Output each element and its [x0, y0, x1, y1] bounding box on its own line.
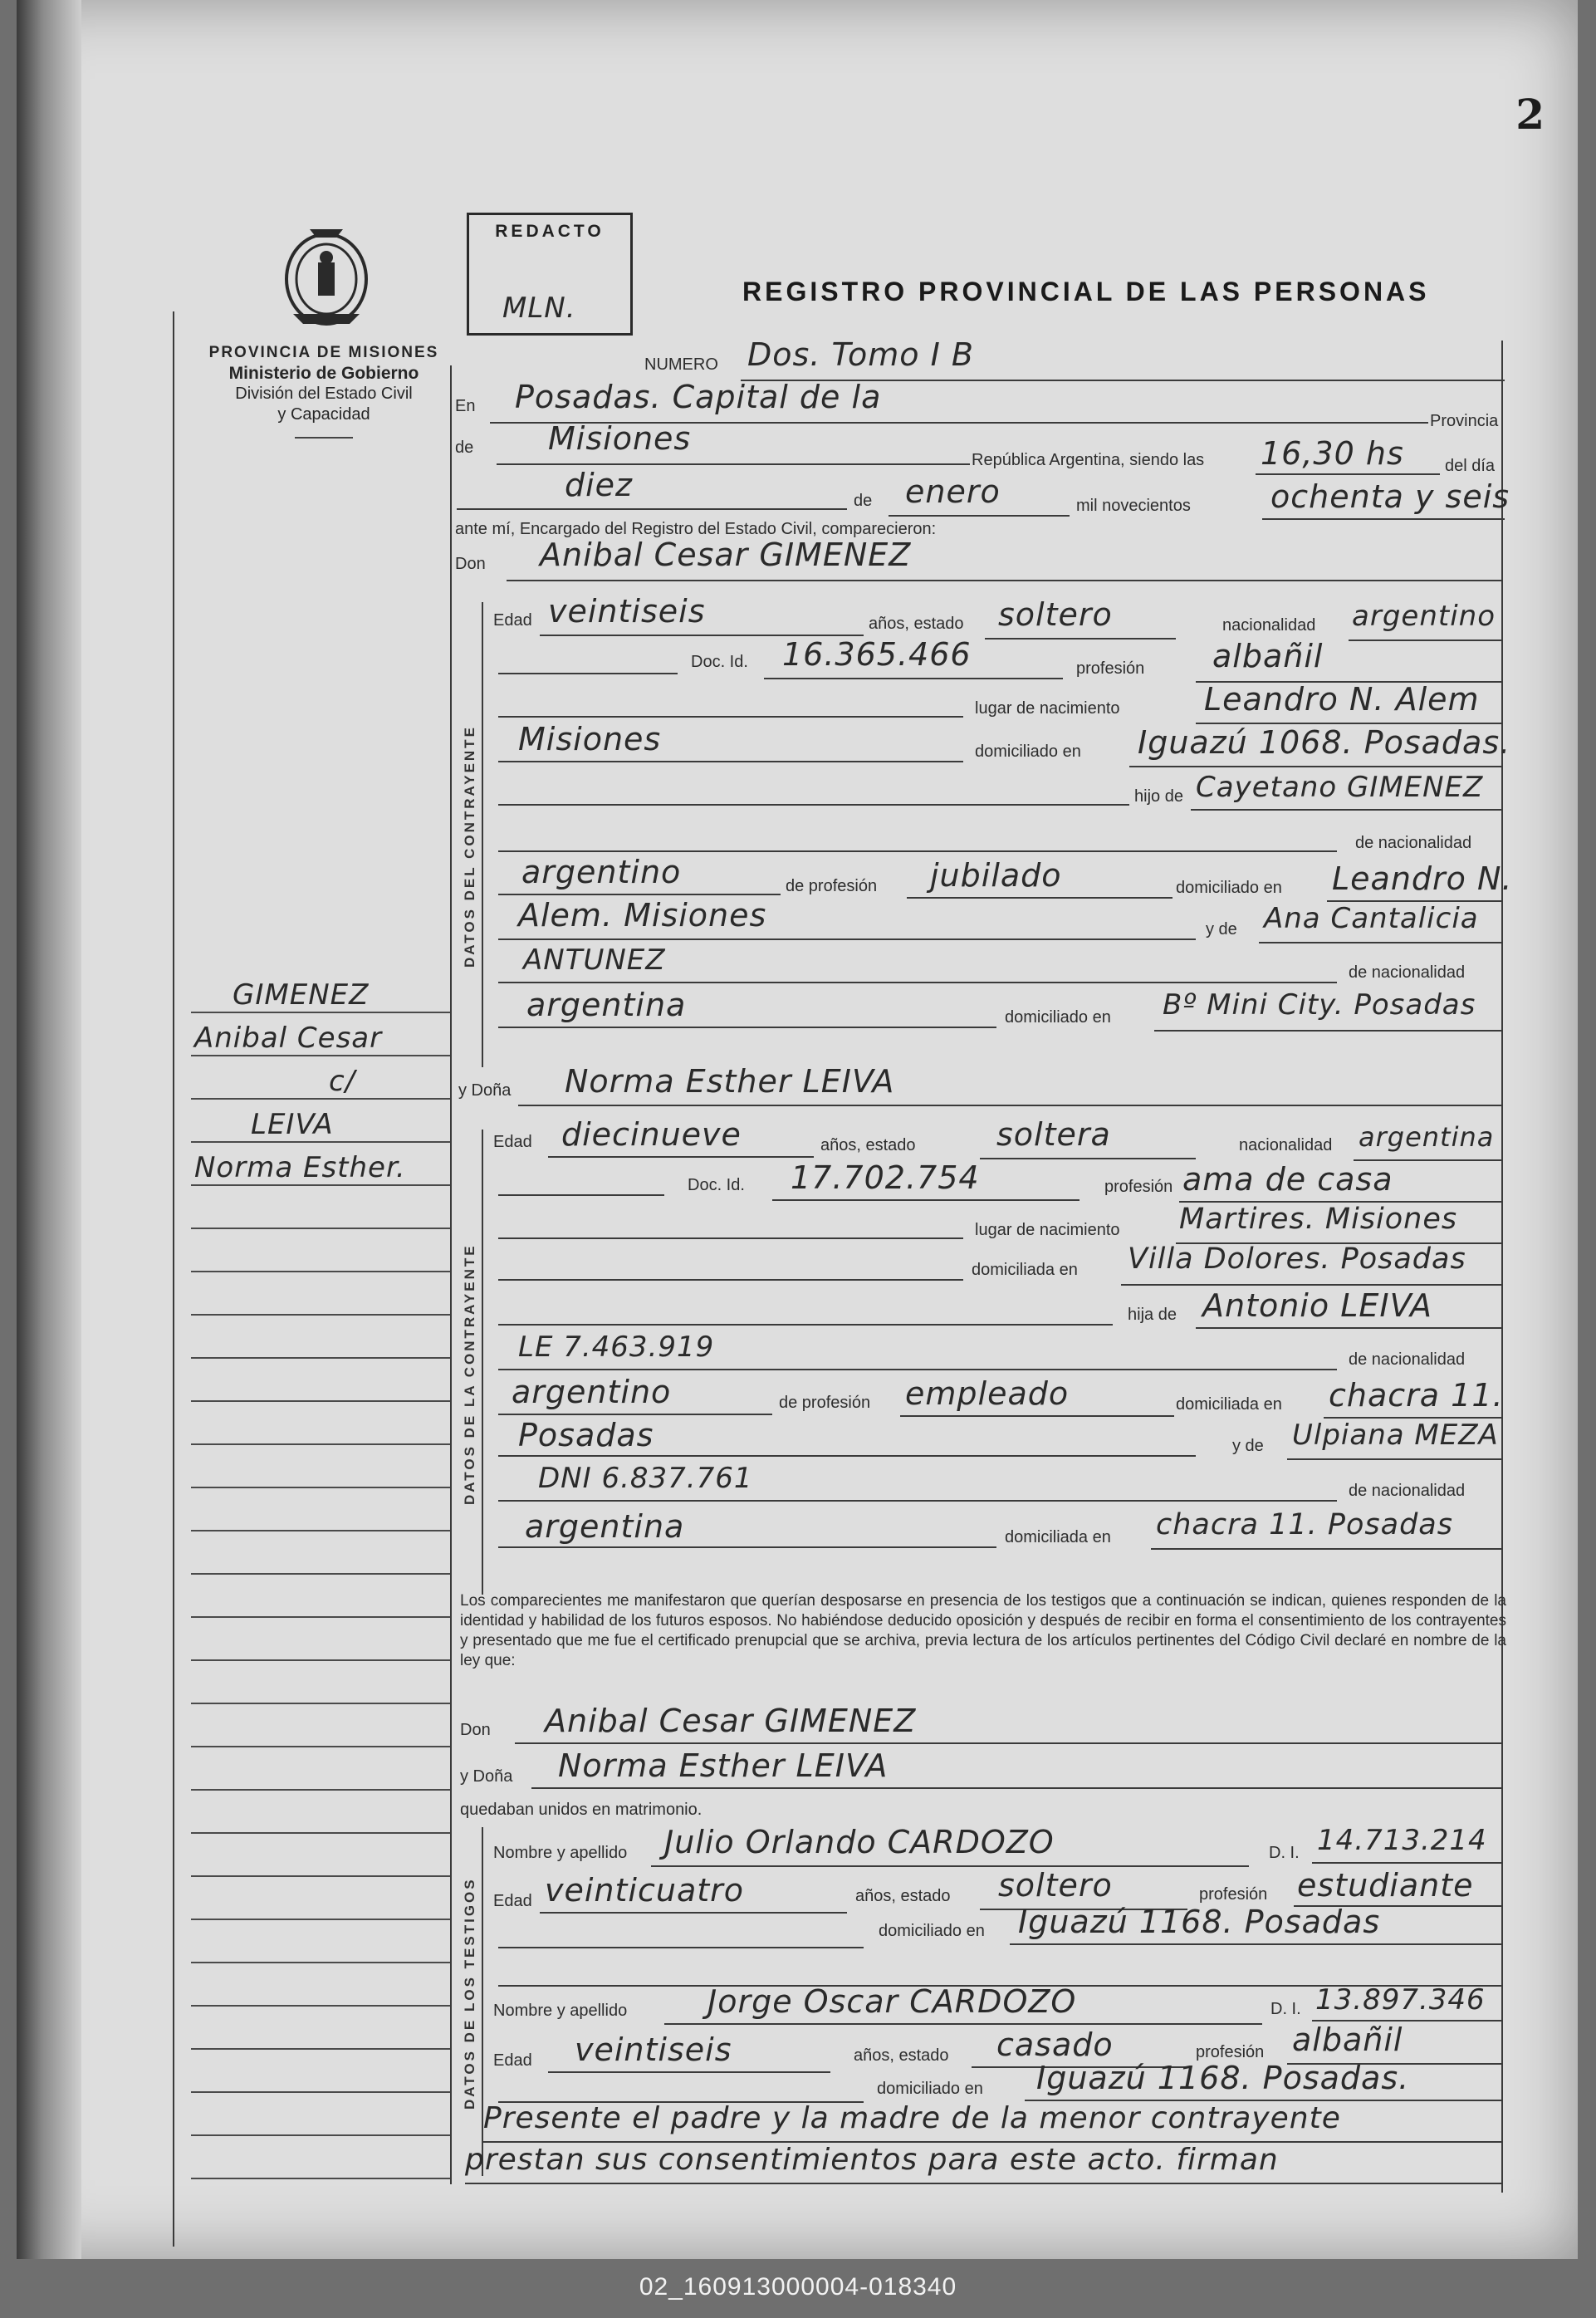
c-padre-dom2-line: [498, 938, 1196, 940]
org-capacidad: y Capacidad: [277, 405, 370, 424]
margin-rule: [191, 1875, 450, 1877]
c-padre-prof-line: [907, 897, 1173, 899]
redacto-initials: MLN.: [502, 292, 576, 325]
margin-rule: [191, 1184, 450, 1186]
de-mes-label: de: [854, 492, 873, 510]
redacto-label: REDACTO: [495, 222, 605, 241]
f-lugar-blank-line: [498, 1237, 963, 1239]
c-padre-dom2-value: Alem. Misiones: [518, 897, 767, 934]
f-nac-value: argentina: [1359, 1121, 1495, 1153]
c-padre-dom-label: domiciliado en: [1176, 879, 1282, 897]
c-prof-label: profesión: [1076, 659, 1145, 678]
f-domic-blank-line: [498, 1279, 963, 1281]
margin-note-line2: Anibal Cesar: [194, 1022, 383, 1055]
margin-rule: [191, 1703, 450, 1704]
mes-line: [889, 515, 1070, 517]
decl-don-value: Anibal Cesar GIMENEZ: [545, 1703, 917, 1739]
c-edad-value: veintiseis: [548, 593, 706, 630]
c-padre-nac-line: [498, 894, 781, 895]
document-title: REGISTRO PROVINCIAL DE LAS PERSONAS: [742, 277, 1430, 306]
t1-edad-line: [540, 1912, 847, 1914]
c-lugar-value: Leandro N. Alem: [1204, 681, 1480, 718]
c-prof-value: albañil: [1212, 638, 1324, 674]
hora-value: 16,30 hs: [1261, 435, 1404, 472]
c-estado-value: soltero: [998, 596, 1113, 633]
org-divider: [295, 437, 353, 439]
margin-rule: [191, 1573, 450, 1575]
margin-note-line1: GIMENEZ: [233, 978, 370, 1012]
f-lugar-label: lugar de nacimiento: [975, 1221, 1120, 1239]
c-hijo-blank-line: [498, 804, 1129, 806]
f-domic-label: domiciliada en: [972, 1261, 1078, 1279]
t1-edad-label: Edad: [493, 1892, 532, 1910]
margin-note-line5: Norma Esther.: [194, 1151, 406, 1184]
f-anos-label: años, estado: [820, 1136, 916, 1154]
f-edad-label: Edad: [493, 1133, 532, 1151]
c-padre-line: [1191, 809, 1503, 811]
c-nac-label: nacionalidad: [1222, 616, 1316, 635]
c-domic-line: [1129, 766, 1503, 767]
f-madre-nac-value: argentina: [525, 1508, 685, 1545]
decl-don-label: Don: [460, 1721, 491, 1739]
margin-rule: [191, 2048, 450, 2050]
t2-dom-value: Iguazú 1168. Posadas.: [1036, 2060, 1410, 2096]
decl-don-line: [515, 1742, 1503, 1744]
c-domic-value: Iguazú 1068. Posadas.: [1138, 724, 1511, 761]
c-de-prof-label: de profesión: [786, 877, 878, 895]
margin-rule: [191, 1616, 450, 1618]
margin-rule: [191, 1832, 450, 1834]
margin-rule: [191, 1141, 450, 1143]
t2-prof-value: albañil: [1292, 2022, 1403, 2058]
t2-estado-value: casado: [996, 2026, 1114, 2063]
margin-rule: [191, 1746, 450, 1747]
nota-line1: Presente el padre y la madre de la menor contrayente: [483, 2101, 1341, 2135]
t2-edad-label: Edad: [493, 2051, 532, 2070]
decl-dona-value: Norma Esther LEIVA: [558, 1747, 889, 1784]
f-madre-value: Ulpiana MEZA: [1292, 1419, 1499, 1452]
f-edad-value: diecinueve: [561, 1116, 742, 1153]
t2-dom-label: domiciliado en: [877, 2080, 983, 2098]
scan-footer-id: 02_160913000004-018340: [639, 2273, 957, 2301]
margin-rule: [191, 1400, 450, 1402]
f-padre-dom2-line: [498, 1455, 1196, 1457]
t1-nombre-value: Julio Orlando CARDOZO: [664, 1824, 1055, 1860]
margin-rule: [191, 1919, 450, 1920]
anio-value: ochenta y seis: [1270, 478, 1510, 515]
margin-note-line3: c/: [329, 1065, 356, 1098]
form-right-border: [1501, 341, 1503, 2193]
c-madre2-value: ANTUNEZ: [523, 943, 666, 977]
c-madre-value: Ana Cantalicia: [1264, 902, 1479, 935]
c-domic-label: domiciliado en: [975, 742, 1081, 761]
f-domic-line: [1121, 1284, 1503, 1286]
testigos-side-label: DATOS DE LOS TESTIGOS: [462, 1877, 477, 2110]
numero-label: NUMERO: [644, 355, 718, 374]
c-madre-dom-label: domiciliado en: [1005, 1008, 1111, 1027]
contrayente-f-side-label: DATOS DE LA CONTRAYENTE: [462, 1243, 477, 1505]
t1-anos-label: años, estado: [855, 1887, 951, 1905]
province-line: [497, 463, 970, 465]
f-madre-nac-line: [498, 1546, 996, 1548]
c-lugar2-value: Misiones: [518, 721, 662, 757]
margin-rule: [191, 2091, 450, 2093]
c-de-nac-label: de nacionalidad: [1355, 834, 1472, 852]
issuing-organization: [183, 342, 465, 439]
contrayente-f-bracket: [482, 1130, 483, 1595]
c-madre-nac-line: [498, 1027, 996, 1028]
c-anos-label: años, estado: [869, 615, 964, 633]
c-madre-dom-value: Bº Mini City. Posadas: [1163, 988, 1476, 1022]
document-page: [17, 0, 1578, 2259]
f-madre-de-nac-label: de nacionalidad: [1349, 1482, 1466, 1500]
f-estado-value: soltera: [996, 1116, 1111, 1153]
t2-nombre-line: [664, 2023, 1262, 2025]
c-lugar-blank-line: [498, 716, 963, 718]
c-doc-value: 16.365.466: [782, 636, 972, 673]
hora-line: [1256, 473, 1440, 475]
contrayente-side-label: DATOS DEL CONTRAYENTE: [462, 725, 477, 968]
c-nac-value: argentino: [1352, 600, 1496, 633]
f-padre-prof-line: [900, 1415, 1174, 1417]
f-padre-line: [1196, 1327, 1503, 1329]
republica-label: República Argentina, siendo las: [972, 451, 1205, 469]
t2-prof-label: profesión: [1196, 2043, 1265, 2061]
margin-rule: [191, 1659, 450, 1661]
c-hijo-label: hijo de: [1134, 787, 1183, 806]
f-hija-blank-line: [498, 1324, 1113, 1326]
f-doc-value: 17.702.754: [791, 1159, 980, 1196]
c-lugar2-line: [498, 761, 963, 762]
margin-rule: [191, 2005, 450, 2007]
f-madre-dom-line: [1151, 1548, 1503, 1550]
form-left-border: [450, 365, 452, 2184]
t2-nombre-label: Nombre y apellido: [493, 2002, 628, 2020]
margin-rule: [191, 1357, 450, 1359]
f-dona-value: Norma Esther LEIVA: [565, 1063, 895, 1100]
f-edad-line: [548, 1156, 814, 1158]
org-province: PROVINCIA DE MISIONES: [208, 344, 439, 361]
dia-value: diez: [565, 467, 634, 503]
t1-di-value: 14.713.214: [1317, 1824, 1487, 1857]
c-padre-value: Cayetano GIMENEZ: [1196, 771, 1484, 804]
f-y-de-label: y de: [1232, 1437, 1264, 1455]
t1-nombre-label: Nombre y apellido: [493, 1844, 628, 1862]
margin-rule: [191, 1789, 450, 1791]
f-nac-label: nacionalidad: [1239, 1136, 1333, 1154]
book-binding: [17, 0, 81, 2259]
c-y-de-label: y de: [1206, 920, 1237, 938]
margin-rule: [191, 1962, 450, 1963]
city-value: Posadas. Capital de la: [515, 379, 882, 415]
margin-note-line4: LEIVA: [251, 1108, 334, 1141]
left-margin-rule: [173, 311, 174, 2247]
anio-line: [1262, 518, 1505, 520]
redacto-box: [467, 213, 633, 336]
t1-dom-line: [1010, 1943, 1503, 1945]
decl-dona-line: [531, 1787, 1503, 1789]
t2-anos-label: años, estado: [854, 2046, 949, 2065]
t2-nombre-value: Jorge Oscar CARDOZO: [707, 1983, 1077, 2020]
f-madre-doc-value: DNI 6.837.761: [538, 1462, 753, 1495]
c-madre-dom-line: [1154, 1030, 1503, 1032]
dia-line: [457, 508, 847, 510]
contrayente-bracket: [482, 602, 483, 1067]
c-padre-nac-value: argentino: [521, 854, 682, 890]
provincial-seal-icon: [277, 214, 376, 331]
f-hija-label: hija de: [1128, 1306, 1177, 1324]
province-value: Misiones: [548, 420, 692, 457]
don-line: [507, 580, 1503, 581]
margin-rule: [191, 1271, 450, 1272]
de-label: de: [455, 439, 474, 457]
margin-rule: [191, 1228, 450, 1229]
f-madre-line: [1287, 1458, 1503, 1460]
c-padre-prof-value: jubilado: [930, 857, 1062, 894]
en-label: En: [455, 397, 476, 415]
mil-label: mil novecientos: [1076, 497, 1191, 515]
margin-rule: [191, 2178, 450, 2179]
c-estado-line: [985, 638, 1176, 640]
t1-edad-value: veinticuatro: [545, 1872, 744, 1909]
t1-di-line: [1312, 1862, 1503, 1864]
c-doc-label: Doc. Id.: [691, 653, 748, 671]
f-padre-dom2-value: Posadas: [518, 1417, 654, 1453]
f-dona-label: y Doña: [458, 1081, 512, 1100]
f-doc-line: [772, 1199, 1080, 1201]
f-doc-label: Doc. Id.: [688, 1176, 745, 1194]
f-madre-doc-line: [498, 1500, 1337, 1502]
margin-rule: [191, 2134, 450, 2136]
margin-rule: [191, 1098, 450, 1100]
t1-prof-value: estudiante: [1297, 1867, 1474, 1904]
don-label: Don: [455, 555, 486, 573]
f-padre-doc-value: LE 7.463.919: [518, 1331, 715, 1364]
margin-rule: [191, 1530, 450, 1531]
t2-edad-value: veintiseis: [575, 2031, 732, 2068]
f-de-prof-label: de profesión: [779, 1394, 871, 1412]
numero-value: Dos. Tomo I B: [747, 336, 974, 373]
decl-unidos: quedaban unidos en matrimonio.: [460, 1801, 703, 1819]
c-edad-label: Edad: [493, 611, 532, 630]
c-lugar-label: lugar de nacimiento: [975, 699, 1120, 718]
f-padre-dom-label: domiciliada en: [1176, 1395, 1282, 1414]
c-madre-nac-value: argentina: [526, 987, 687, 1023]
del-dia-label: del día: [1445, 457, 1496, 475]
t1-dom-label: domiciliado en: [879, 1922, 985, 1940]
t1-di-label: D. I.: [1269, 1844, 1300, 1862]
f-prof-value: ama de casa: [1182, 1161, 1393, 1198]
margin-rule: [191, 1012, 450, 1013]
f-padre-dom-value: chacra 11.: [1329, 1377, 1504, 1414]
f-doc-blank-line: [498, 1194, 664, 1196]
provincia-label: Provincia: [1430, 412, 1499, 430]
c-madre-line: [1259, 942, 1503, 943]
ante-label: ante mí, Encargado del Registro del Estado Civil, comparecieron:: [455, 520, 937, 538]
t2-di-label: D. I.: [1270, 2000, 1301, 2018]
f-dona-line: [518, 1105, 1503, 1106]
margin-rule: [191, 1443, 450, 1445]
declaration-paragraph: Los comparecientes me manifestaron que querían desposarse en presencia de los testigos que a continuación se indican, quienes responden de la identidad y habilidad de los futuros esposos. No habiéndose deducido oposición y después de recibir en forma el consentimiento de los contrayentes y presentado que me fue el certificado prenupcial que se archiva, previa lectura de los artículos pertinentes del Código Civil declaré en nombre de la ley que:: [460, 1592, 1506, 1669]
f-de-nac-label: de nacionalidad: [1349, 1350, 1466, 1369]
org-division: División del Estado Civil: [235, 385, 413, 403]
t2-di-value: 13.897.346: [1315, 1983, 1486, 2017]
t1-dom-blank-line: [498, 1947, 864, 1948]
page-number: 2: [1515, 90, 1545, 139]
c-doc-line: [764, 678, 1063, 679]
f-madre-dom-value: chacra 11. Posadas: [1156, 1508, 1453, 1541]
c-doc-blank-line: [498, 673, 678, 674]
margin-rule: [191, 1314, 450, 1316]
t1-prof-label: profesión: [1199, 1885, 1268, 1904]
c-madre2-line: [498, 982, 1337, 983]
c-padre-dom-value: Leandro N.: [1332, 860, 1513, 897]
margin-rule: [191, 1487, 450, 1488]
f-domic-value: Villa Dolores. Posadas: [1128, 1242, 1466, 1276]
decl-dona-label: y Doña: [460, 1767, 513, 1786]
don-value: Anibal Cesar GIMENEZ: [540, 537, 912, 573]
c-nac-line: [1349, 640, 1503, 641]
c-madre-de-nac-label: de nacionalidad: [1349, 963, 1466, 982]
nota-line2-rule: [465, 2183, 1503, 2184]
c-padre-nac-blank-line: [498, 850, 1337, 852]
t1-estado-value: soltero: [998, 1867, 1113, 1904]
f-prof-label: profesión: [1104, 1178, 1173, 1196]
mes-value: enero: [905, 473, 1001, 510]
nota-line2: prestan sus consentimientos para este acto. firman: [465, 2143, 1279, 2177]
f-lugar-value: Martires. Misiones: [1179, 1203, 1458, 1236]
f-padre-nac-value: argentino: [512, 1374, 672, 1410]
org-ministry: Ministerio de Gobierno: [228, 364, 419, 383]
t1-dom-value: Iguazú 1168. Posadas: [1018, 1904, 1381, 1940]
t2-edad-line: [548, 2071, 830, 2073]
margin-rule: [191, 1055, 450, 1056]
f-padre-nac-line: [498, 1414, 772, 1415]
f-padre-doc-line: [498, 1369, 1337, 1370]
f-padre-prof-value: empleado: [905, 1375, 1070, 1412]
f-padre-value: Antonio LEIVA: [1202, 1287, 1432, 1324]
f-madre-dom-label: domiciliada en: [1005, 1528, 1111, 1546]
t1-nombre-line: [651, 1865, 1249, 1867]
f-estado-line: [980, 1158, 1196, 1159]
